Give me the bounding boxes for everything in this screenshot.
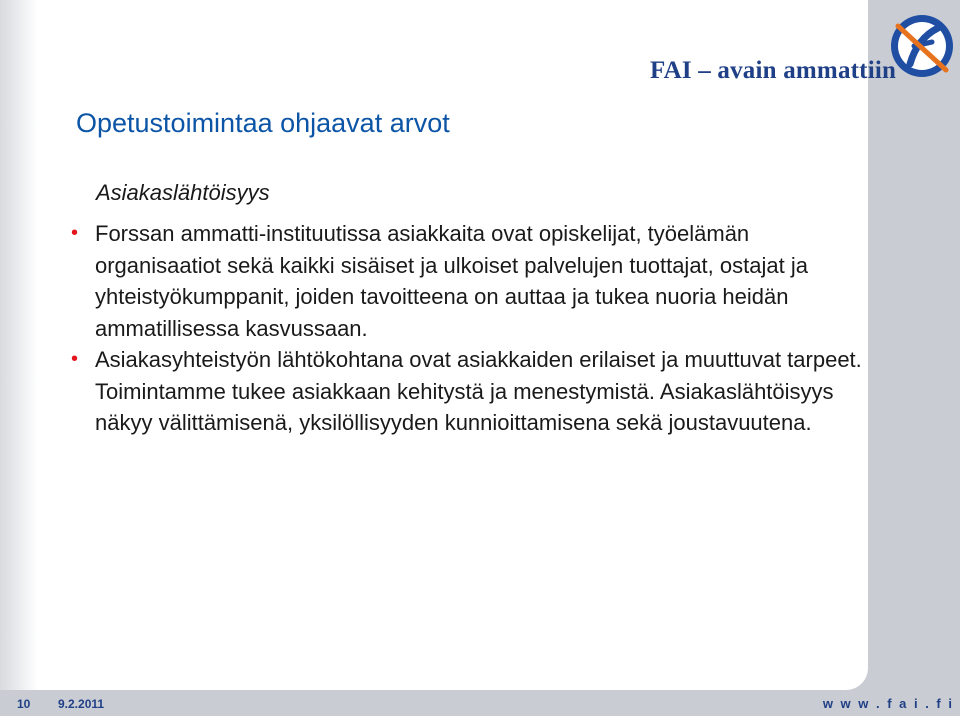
slide-subheading: Asiakaslähtöisyys [96, 180, 270, 205]
bullet-marker: • [71, 348, 79, 370]
slide-title: Opetustoimintaa ohjaavat arvot [76, 108, 450, 138]
slide-left-shade [0, 0, 38, 690]
footer-url: w w w . f a i . f i [822, 696, 954, 711]
bullet-text: Forssan ammatti-instituutissa asiakkaita ovat opiskelijat, työelämän organisaatiot sekä kaikki sisäiset ja ulkoiset palvelujen tuottajat, ostajat ja yhteistyökumppanit, joiden tavoitteena on auttaa ja tukea nuoria heidän ammatillisessa kasvussaan. [95, 221, 808, 341]
bullet-marker: • [71, 222, 79, 244]
bullet-item [70, 218, 870, 344]
footer-date: 9.2.2011 [58, 697, 105, 711]
bullet-list [70, 218, 870, 439]
bullet-text: Asiakasyhteistyön lähtökohtana ovat asiakkaiden erilaiset ja muuttuvat tarpeet. Toimintamme tukee asiakkaan kehitystä ja menestymistä. Asiakaslähtöisyys näkyy välittämisenä, yksilöllisyyden kunnioittamisena sekä joustavuutena. [95, 347, 862, 435]
right-band [868, 0, 960, 690]
fai-logo-icon [888, 12, 956, 80]
logo-text: FAI – avain ammattiin [650, 57, 897, 84]
footer [0, 690, 960, 716]
bullet-item [70, 344, 870, 439]
page-number: 10 [17, 697, 31, 711]
